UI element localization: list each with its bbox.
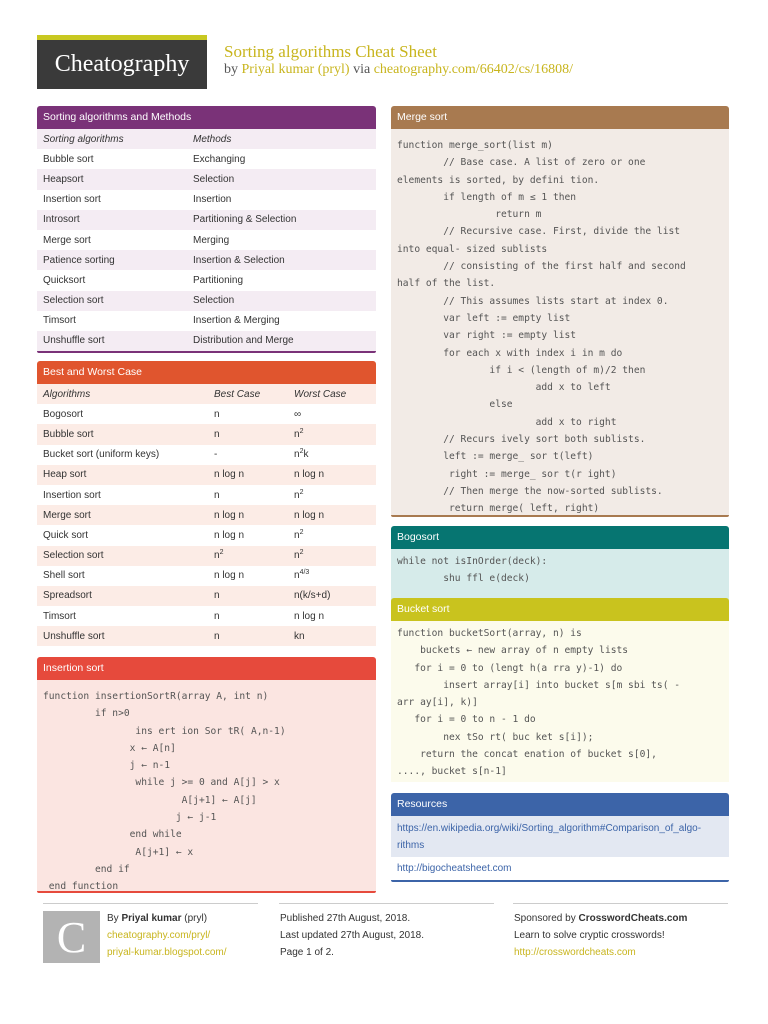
page-number: Page 1 of 2.	[280, 947, 334, 958]
method-name: Merging	[193, 234, 230, 246]
bogo-code: while not isInOrder(deck): shu ffl e(deck)	[391, 549, 729, 611]
insertion-box-title: Insertion sort	[37, 657, 376, 680]
insertion-box	[37, 657, 376, 893]
worst-case: $n^2k$	[294, 448, 309, 461]
cases-table-row	[37, 485, 376, 505]
best-case: -	[214, 449, 218, 461]
sponsor-tagline: Learn to solve cryptic crosswords!	[514, 930, 665, 941]
best-case: n log n	[214, 509, 245, 521]
worst-case: $n^{4/3}$	[294, 569, 310, 582]
algorithm-name: Insertion sort	[43, 489, 101, 501]
algorithm-name: Timsort	[43, 315, 76, 327]
cases-table-row	[37, 566, 376, 586]
algorithm-name: Unshuffle sort	[43, 630, 105, 642]
footer-author-name[interactable]: Priyal kumar	[121, 913, 182, 924]
best-case: n	[214, 630, 220, 642]
best-case: n log n	[214, 529, 245, 541]
cases-box	[37, 361, 376, 646]
methods-table-row	[37, 270, 376, 290]
algorithm-name: Introsort	[43, 214, 80, 226]
author-link[interactable]: Priyal kumar (pryl)	[241, 62, 350, 77]
method-name: Partitioning	[193, 274, 244, 286]
best-case: n	[214, 489, 220, 501]
worst-case: $n^2$	[294, 549, 304, 562]
algorithm-name: Bubble sort	[43, 428, 94, 440]
footer-author: By Priyal kumar (pryl) cheatography.com/pryl/ priyal-kumar.blogspot.com/	[107, 910, 267, 961]
sheet-url-link[interactable]: cheatography.com/66402/cs/16808/	[373, 62, 574, 77]
sponsor-name[interactable]: CrosswordCheats.com	[578, 913, 688, 924]
best-case: n	[214, 610, 220, 622]
cheatography-c-logo: C	[43, 911, 100, 963]
method-name: Selection	[193, 173, 235, 185]
cases-table-row	[37, 445, 376, 465]
method-name: Distribution and Merge	[193, 335, 294, 347]
footer-sponsor: Sponsored by CrosswordCheats.com Learn to solve cryptic crosswords! http://crosswordcheats.com	[514, 910, 729, 961]
cases-table-row	[37, 525, 376, 545]
footer-profile-link[interactable]: cheatography.com/pryl/	[107, 930, 211, 941]
worst-case: kn	[294, 630, 305, 642]
bucket-code: function bucketSort(array, n) is buckets ← new array of n empty lists for i = 0 to (lengt h(a rra y)-1) do insert array[i] into bucket s[m sbi ts( - arr ay[i], k)] for i = 0 to n - 1 do nex tSo rt( buc ket s[i]); return the concat enation of bucket s[0], ...., bucket s[n-1]	[391, 621, 729, 782]
merge-box	[391, 106, 729, 517]
updated-date: Last updated 27th August, 2018.	[280, 930, 425, 941]
bigocheatsheet-link[interactable]: http://bigocheatsheet.com	[397, 863, 512, 874]
bucket-box	[391, 598, 729, 782]
algorithm-name: Quicksort	[43, 274, 86, 286]
worst-case: $n^2$	[294, 488, 304, 501]
algorithm-name: Merge sort	[43, 234, 91, 246]
algorithm-name: Selection sort	[43, 550, 104, 562]
footer-dates	[280, 910, 500, 961]
methods-table	[37, 129, 376, 351]
bucket-box-title: Bucket sort	[391, 598, 729, 621]
algorithm-name: Unshuffle sort	[43, 335, 105, 347]
algorithm-name: Spreadsort	[43, 590, 92, 602]
worst-case: n log n	[294, 469, 325, 481]
cases-table-row	[37, 465, 376, 485]
algorithm-name: Merge sort	[43, 509, 91, 521]
methods-table-header: Sorting algorithms Methods	[37, 129, 376, 149]
cases-table-row	[37, 606, 376, 626]
methods-box	[37, 106, 376, 353]
wikipedia-link[interactable]: https://en.wikipedia.org/wiki/Sorting_algorithm#Comparison_of_algo-rithms	[397, 823, 702, 851]
worst-case: ∞	[294, 408, 302, 420]
algorithm-name: Timsort	[43, 610, 76, 622]
methods-box-title: Sorting algorithms and Methods	[37, 106, 376, 129]
cases-table	[37, 384, 376, 646]
methods-table-row	[37, 190, 376, 210]
algorithm-name: Quick sort	[43, 529, 89, 541]
resources-list	[391, 816, 729, 857]
worst-case: n log n	[294, 610, 325, 622]
method-name: Exchanging	[193, 153, 246, 165]
page-title: Sorting algorithms Cheat Sheet	[224, 42, 437, 61]
algorithm-name: Patience sorting	[43, 254, 115, 266]
cases-table-row	[37, 424, 376, 444]
published-date: Published 27th August, 2018.	[280, 913, 411, 924]
algorithm-name: Bubble sort	[43, 153, 94, 165]
method-name: Insertion & Merging	[193, 315, 280, 327]
worst-case: $n^2$	[294, 427, 304, 440]
cases-table-row	[37, 404, 376, 424]
best-case: $n^2$	[214, 549, 224, 562]
algorithm-name: Shell sort	[43, 570, 85, 582]
cheatography-logo[interactable]: Cheatography	[37, 35, 207, 89]
best-case: n	[214, 408, 220, 420]
worst-case: n log n	[294, 509, 325, 521]
merge-code: function merge_sort(list m) // Base case. A list of zero or one elements is sorted, by defini tion. if length of m ≤ 1 then return m // Recursive case. First, divide the list into equal- sized sublists // consisting of the first half and second half of the list. // This assumes lists start at index 0. var left := empty list var right := empty list for each x with index i in m do if i < (length of m)/2 then add x to left else add x to right // Recurs ively sort both sublists. left := merge_ sor t(left) right := merge_ sor t(r ight) // Then merge the now-sorted sublists. return merge( left, right)	[391, 129, 729, 515]
best-case: n log n	[214, 469, 245, 481]
methods-table-row	[37, 250, 376, 270]
worst-case: $n^2$	[294, 528, 304, 541]
best-case: n	[214, 428, 220, 440]
method-name: Partitioning & Selection	[193, 214, 297, 226]
cases-table-row	[37, 586, 376, 606]
footer-blog-link[interactable]: priyal-kumar.blogspot.com/	[107, 947, 227, 958]
sponsor-link[interactable]: http://crosswordcheats.com	[514, 947, 636, 958]
methods-table-row	[37, 311, 376, 331]
algorithm-name: Bucket sort (uniform keys)	[43, 449, 160, 461]
best-case: n log n	[214, 570, 245, 582]
algorithm-name: Bogosort	[43, 408, 84, 420]
worst-case: n(k/s+d)	[294, 590, 331, 602]
methods-table-row	[37, 291, 376, 311]
methods-table-row	[37, 169, 376, 189]
algorithm-name: Selection sort	[43, 295, 104, 307]
methods-table-row	[37, 331, 376, 351]
algorithm-name: Heapsort	[43, 173, 84, 185]
method-name: Insertion & Selection	[193, 254, 285, 266]
resources-box	[391, 793, 729, 882]
insertion-code: function insertionSortR(array A, int n) if n>0 ins ert ion Sor tR( A,n-1) x ← A[n] j ← n-1 while j >= 0 and A[j] > x A[j+1] ← A[j] j ← j-1 end while A[j+1] ← x end if end function	[37, 680, 376, 891]
methods-table-row	[37, 230, 376, 250]
cases-table-row	[37, 626, 376, 646]
method-name: Selection	[193, 295, 235, 307]
methods-table-row	[37, 210, 376, 230]
cases-box-title: Best and Worst Case	[37, 361, 376, 384]
resources-list-2	[391, 857, 729, 880]
cases-table-row	[37, 505, 376, 525]
methods-table-row	[37, 149, 376, 169]
resources-box-title: Resources	[391, 793, 729, 816]
cases-table-header: Algorithms Best Case Worst Case	[37, 384, 376, 404]
cases-table-row	[37, 546, 376, 566]
merge-box-title: Merge sort	[391, 106, 729, 129]
best-case: n	[214, 590, 220, 602]
byline: by Priyal kumar (pryl) via cheatography.com/66402/cs/16808/	[224, 62, 574, 77]
bogo-box-title: Bogosort	[391, 526, 729, 549]
algorithm-name: Insertion sort	[43, 194, 101, 206]
method-name: Insertion	[193, 194, 232, 206]
algorithm-name: Heap sort	[43, 469, 87, 481]
